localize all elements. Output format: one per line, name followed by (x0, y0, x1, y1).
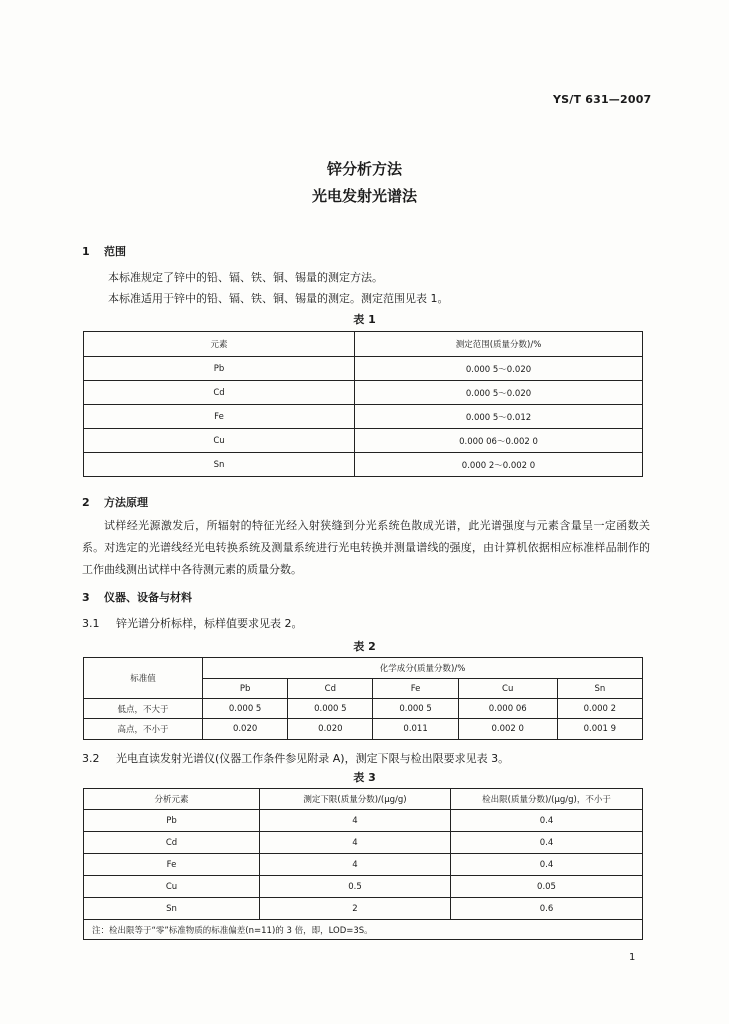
lower-limit-cell: 4 (260, 832, 451, 854)
element-cell: Pb (84, 810, 260, 832)
table-3 (83, 788, 643, 940)
range-cell: 0.000 5～0.012 (355, 405, 643, 429)
table-header-row (84, 789, 643, 810)
section-1-paragraph-2: 本标准适用于锌中的铅、镉、铁、铜、锡量的测定。测定范围见表 1。 (108, 292, 449, 305)
subsection-3-1 (82, 615, 303, 631)
section-title: 仪器、设备与材料 (104, 591, 192, 604)
subsection-number: 3.1 (82, 617, 100, 630)
group-header: 化学成分(质量分数)/% (203, 658, 643, 679)
lower-limit-cell: 0.5 (260, 876, 451, 898)
section-2-heading (82, 494, 148, 510)
section-3-heading (82, 589, 192, 605)
table-row (84, 719, 643, 740)
detection-limit-cell: 0.4 (451, 832, 643, 854)
detection-limit-cell: 0.4 (451, 810, 643, 832)
table-2 (83, 657, 643, 740)
element-cell: Cd (84, 381, 355, 405)
element-header: Fe (373, 679, 458, 699)
section-number: 3 (82, 591, 90, 604)
element-cell: Fe (84, 854, 260, 876)
table-note: 注：检出限等于“零”标准物质的标准偏差(n=11)的 3 倍，即，LOD=3S。 (84, 920, 643, 940)
range-cell: 0.000 2～0.002 0 (355, 453, 643, 477)
table-header-cell: 检出限(质量分数)/(μg/g)，不小于 (451, 789, 643, 810)
table-row (84, 699, 643, 719)
table-1-caption: 表 1 (353, 313, 376, 326)
table-row (84, 429, 643, 453)
element-header: Sn (557, 679, 642, 699)
table-row (84, 854, 643, 876)
value-cell: 0.011 (373, 719, 458, 740)
table-header-cell: 测定范围(质量分数)/% (355, 332, 643, 357)
table-row (84, 405, 643, 429)
table-row (84, 810, 643, 832)
lower-limit-cell: 2 (260, 898, 451, 920)
element-header: Pb (203, 679, 288, 699)
element-cell: Sn (84, 898, 260, 920)
table-3-caption: 表 3 (353, 771, 376, 784)
detection-limit-cell: 0.4 (451, 854, 643, 876)
element-cell: Cd (84, 832, 260, 854)
table-row (84, 381, 643, 405)
value-cell: 0.020 (288, 719, 373, 740)
page-number: 1 (629, 952, 636, 963)
value-cell: 0.000 2 (557, 699, 642, 719)
element-cell: Cu (84, 429, 355, 453)
section-title: 方法原理 (104, 496, 148, 509)
table-header-cell: 测定下限(质量分数)/(μg/g) (260, 789, 451, 810)
element-cell: Cu (84, 876, 260, 898)
table-row (84, 876, 643, 898)
document-title: 锌分析方法 (326, 160, 402, 178)
element-cell: Sn (84, 453, 355, 477)
table-note-row (84, 920, 643, 940)
row-label: 高点，不小于 (84, 719, 203, 740)
table-1 (83, 331, 643, 477)
subsection-number: 3.2 (82, 752, 100, 765)
range-cell: 0.000 06～0.002 0 (355, 429, 643, 453)
value-cell: 0.001 9 (557, 719, 642, 740)
element-cell: Fe (84, 405, 355, 429)
table-row (84, 832, 643, 854)
row-label: 低点，不大于 (84, 699, 203, 719)
table-header-cell: 元素 (84, 332, 355, 357)
element-header: Cd (288, 679, 373, 699)
element-cell: Pb (84, 357, 355, 381)
table-row (84, 898, 643, 920)
value-cell: 0.000 5 (373, 699, 458, 719)
element-header: Cu (458, 679, 557, 699)
section-1-heading (82, 243, 126, 259)
range-cell: 0.000 5～0.020 (355, 381, 643, 405)
lower-limit-cell: 4 (260, 810, 451, 832)
document-subtitle: 光电发射光谱法 (311, 187, 417, 205)
subsection-text: 锌光谱分析标样，标样值要求见表 2。 (116, 617, 303, 630)
detection-limit-cell: 0.6 (451, 898, 643, 920)
table-2-caption: 表 2 (353, 640, 376, 653)
table-row (84, 357, 643, 381)
table-row (84, 453, 643, 477)
corner-header: 标准值 (84, 658, 203, 699)
value-cell: 0.020 (203, 719, 288, 740)
table-header-cell: 分析元素 (84, 789, 260, 810)
value-cell: 0.002 0 (458, 719, 557, 740)
table-header-row (84, 658, 643, 679)
subsection-3-2 (82, 750, 509, 766)
section-title: 范围 (104, 245, 126, 258)
value-cell: 0.000 5 (288, 699, 373, 719)
lower-limit-cell: 4 (260, 854, 451, 876)
section-number: 1 (82, 245, 90, 258)
range-cell: 0.000 5～0.020 (355, 357, 643, 381)
standard-code: YS/T 631—2007 (553, 93, 652, 106)
subsection-text: 光电直读发射光谱仪(仪器工作条件参见附录 A)，测定下限与检出限要求见表 3。 (116, 752, 510, 765)
section-1-paragraph-1: 本标准规定了锌中的铅、镉、铁、铜、锡量的测定方法。 (108, 271, 383, 284)
table-header-row (84, 332, 643, 357)
value-cell: 0.000 06 (458, 699, 557, 719)
section-number: 2 (82, 496, 90, 509)
value-cell: 0.000 5 (203, 699, 288, 719)
detection-limit-cell: 0.05 (451, 876, 643, 898)
section-2-paragraph: 试样经光源激发后，所辐射的特征光经入射狭缝到分光系统色散成光谱，此光谱强度与元素含量呈一定函数关系。对选定的光谱线经光电转换系统及测量系统进行光电转换并测量谱线的强度，由计算机依据相应标准样品制作的工作曲线测出试样中各待测元素的质量分数。 (82, 519, 650, 576)
